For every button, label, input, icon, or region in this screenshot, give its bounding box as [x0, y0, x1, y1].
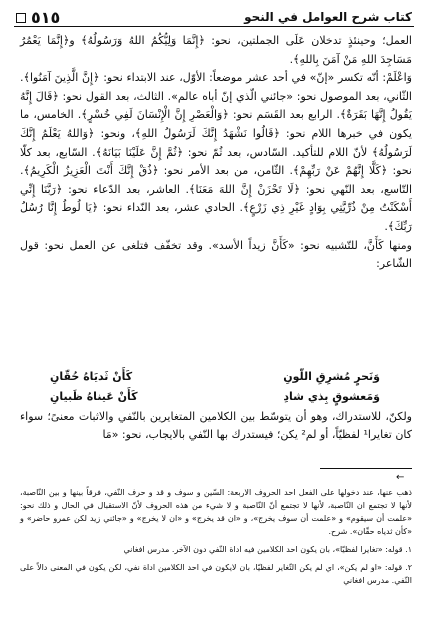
main-text: [20, 32, 412, 274]
footnote-continuation-arrow-icon: ←: [396, 472, 405, 483]
page-number: [16, 8, 60, 27]
paragraph: ومنها كَأَنَّ، للتّشبيه نحو: «كَأَنَّ زيداً الأسد». وقد تخفّف فتلغى عن العمل نحو: قول الشّاعر:: [20, 238, 412, 271]
verse-hemistich-left: كَأَنْ عَيناهُ ظَبيانِ: [50, 390, 138, 403]
paragraph: وَاعْلَمْ: أنّه تكسر «إنّ» في أحد عشر موضعاً: الأوّل، عند الابتداء نحو: ﴿إِنَّ الَّذِينَ آمَنُوا﴾. الثّاني، بعد الموصول نحو: «جائني الّذي إنّ أباه عالم». الثالث، بعد القول نحو: ﴿قَالَ إِنَّهُ يَقُولُ إِنَّهَا بَقَرَةٌ﴾. الرابع بعد القَسَم نحو: ﴿وَالْعَصْرِ إِنَّ الْإِنْسَانَ لَفِي خُسْرٍ﴾. الخامس، ما يكون في خبرها اللام نحو: ﴿قَالُوا نَشْهَدُ إِنَّكَ لَرَسُولُ اللهِ﴾، ونحو: ﴿وَاللهُ يَعْلَمُ إِنَّكَ لَرَسُولُهُ﴾ لأنّ اللام للتأكيد. السّادس، بعد ثُمّ نحو: ﴿ثُمَّ إِنَّ عَلَيْنَا بَيَانَهُ﴾. السّابع، بعد كلّا نحو: ﴿كَلَّا إِنَّهُمْ عَنْ رَبِّهِمْ﴾. الثّامن، من بعد الأمر نحو: ﴿ذُقْ إِنَّكَ أَنْتَ الْعَزِيزُ الْكَرِيمُ﴾. التّاسع، بعد النّهي نحو: ﴿لَا تَحْزَنْ إِنَّ اللهَ مَعَنَا﴾. العاشر، بعد الدّعاء نحو: ﴿رَبَّنَا إِنِّي أَسْكَنْتُ مِنْ ذُرِّيَّتِي بِوَادٍ غَيْرِ ذِي زَرْعٍ﴾. الحادي عشر، بعد النّداء نحو: ﴿يَا لُوطُ إِنَّا رُسُلُ رَبِّكَ﴾.: [20, 71, 412, 233]
header-rule: [14, 26, 414, 27]
main-text-continued: [20, 408, 412, 444]
footnote-continued: ذهب عنها، عند دخولها على الفعل احد الحروف الاربعة: السّين و سوف و قد و حرف النّفي، فرقاً بينها و بين النّاصبة، لأنها لا تجتمع ان النّاصبة، لأنها لا تجتمع أنّ النّاصبة و لا شيء من هذه الحروف لأنّ الاستقبال في الحال و ذلك نحو: «علمت أن سيقوم» و «علمت أن سوف يخرج»، و «ان قد يخرج» و «ان لا يخرج» و «جائني زيد لكن عمرو حاضر» و «كأن ثدياه حقّان». شرح.: [20, 488, 412, 536]
paragraph: العمل؛ وحينئذٍ تدخلان عَلَى الجملتين، نحو: ﴿إِنَّمَا وَلِيُّكُمُ اللهُ وَرَسُولُهُ﴾ و﴿إِنَّمَا يَعْمُرُ مَسَاجِدَ اللهِ مَنْ آمَنَ بِاللهِ﴾.: [20, 34, 412, 66]
page-number-text: ٥١٥: [31, 7, 61, 27]
footnotes: [20, 486, 412, 587]
footnote-2: ٢. قوله: «او لم يكن»، اي لم يكن التّغاير لفظيّا، بان لايكون في احد الكلامين اداة نفي، لكن يكون في المعنى دالاً على النّفي. مدرس افغاني: [20, 563, 412, 585]
square-ornament-icon: [16, 13, 26, 23]
verse-line: [50, 387, 380, 407]
footnote-1: ١. قوله: «تغايرا لفظيّا»، بان يكون احد الكلامين فيه اداة النّفي دون الآخر. مدرس افغاني: [123, 545, 412, 554]
verse-hemistich-right: وَمَعشوقٍ بِذي شادِ: [283, 390, 380, 403]
running-title: كتاب شرح العوامل في النحو: [244, 10, 412, 24]
poetry-verses: [50, 367, 380, 407]
verse-hemistich-left: كَأَنْ ثَديَاهُ حُقّانِ: [50, 370, 133, 383]
paragraph: ولكنّ، للاستدراك، وهو أن يتوسّط بين الكلامين المتغايرين بالنّفي والاثبات معنىً؛ سواء كان تغايرا¹ لفظيّاً، أو لم² يكن؛ فيستدرك بها النّفي بالايجاب، نحو: «مَا: [20, 410, 412, 441]
verse-line: [50, 367, 380, 387]
verse-hemistich-right: وَنَحرٍ مُشرِقِ اللّونِ: [283, 370, 380, 383]
footnote-separator: [320, 468, 412, 469]
